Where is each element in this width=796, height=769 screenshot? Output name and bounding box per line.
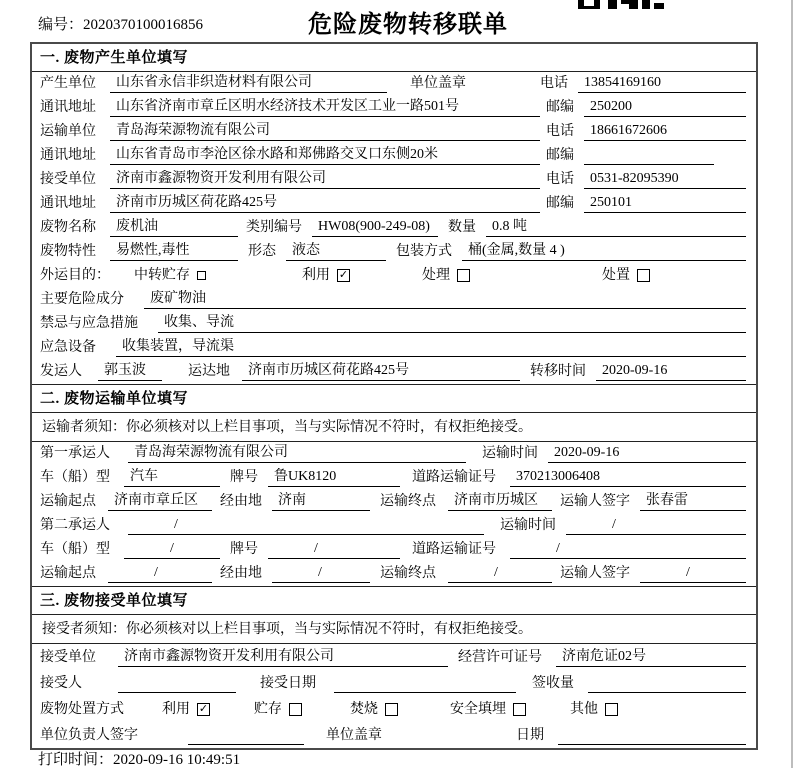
field-label: 运输单位 (40, 124, 96, 139)
field-label: 邮编 (546, 196, 574, 211)
form-row (32, 722, 756, 748)
form-row (32, 514, 756, 538)
form-row (32, 644, 756, 670)
field-label: 类别编号 (246, 220, 302, 235)
section-receiver (32, 586, 756, 748)
check-option (162, 701, 210, 719)
checkbox-unchecked-icon (197, 271, 206, 280)
field-label: 接受单位 (40, 650, 96, 665)
field-label: 运输起点 (40, 566, 96, 581)
field-label: 禁忌与应急措施 (40, 316, 138, 331)
form-row (32, 120, 756, 144)
field-label: 邮编 (546, 148, 574, 163)
form-row (32, 538, 756, 562)
check-label: 处理 (422, 268, 450, 283)
field-label: 废物处置方式 (40, 702, 124, 717)
field-value: 桶(金属,数量 4 ) (462, 242, 746, 261)
checkbox-unchecked-icon (513, 703, 526, 716)
form-row (32, 336, 756, 360)
field-value: 0531-82095390 (584, 170, 746, 189)
field-value: 济南 (272, 492, 370, 511)
field-label: 接受人 (40, 676, 82, 691)
field-value: 济南市鑫源物资开发利用有限公司 (118, 648, 448, 667)
section-header: 一. 废物产生单位填写 (32, 44, 756, 72)
field-label: 接受日期 (260, 676, 316, 691)
field-value: 济南危证02号 (556, 648, 746, 667)
check-label: 利用 (302, 268, 330, 283)
field-value (558, 743, 746, 745)
check-option (254, 701, 302, 719)
field-label: 第二承运人 (40, 518, 110, 533)
field-value: 张春雷 (640, 492, 746, 511)
field-value: 收集装置，导流渠 (116, 338, 746, 357)
field-label: 道路运输证号 (412, 470, 496, 485)
field-value: 山东省永信非织造材料有限公司 (110, 74, 387, 93)
field-value: 青岛海荣源物流有限公司 (128, 444, 466, 463)
field-label: 运输人签字 (560, 566, 630, 581)
field-label: 运输终点 (380, 566, 436, 581)
waste-transfer-form (30, 42, 758, 750)
check-option (450, 701, 526, 719)
page-title: 危险废物转移联单 (308, 12, 508, 38)
field-value: / (510, 540, 746, 559)
field-label: 产生单位 (40, 76, 96, 91)
check-option (570, 701, 618, 719)
field-value (118, 691, 236, 693)
notice-text: 接受者须知：你必须核对以上栏目事项，当与实际情况不符时，有权拒绝接受。 (32, 615, 756, 644)
field-value: / (272, 564, 370, 583)
check-label: 利用 (162, 702, 190, 717)
field-value: 济南市章丘区 (108, 492, 212, 511)
field-label: 第一承运人 (40, 446, 110, 461)
section-header: 二. 废物运输单位填写 (32, 385, 756, 413)
form-row (32, 360, 756, 384)
form-row (32, 144, 756, 168)
form-row (32, 696, 756, 722)
section-transporter (32, 384, 756, 586)
field-label: 主要危险成分 (40, 292, 124, 307)
form-row (32, 442, 756, 466)
checkbox-checked-icon: ✓ (338, 268, 349, 281)
field-label: 车（船）型 (40, 542, 110, 557)
field-label: 电话 (546, 172, 574, 187)
form-row (32, 264, 756, 288)
field-label: 经营许可证号 (458, 650, 542, 665)
checkbox-unchecked-icon (289, 703, 302, 716)
field-label: 转移时间 (530, 364, 586, 379)
field-value: 郭玉波 (98, 362, 162, 381)
field-value: 0.8 吨 (486, 218, 746, 237)
form-row (32, 216, 756, 240)
field-value: 山东省青岛市李沧区徐水路和郑佛路交叉口东侧20米 (110, 146, 540, 165)
field-label: 单位盖章 (410, 76, 466, 91)
section-header: 三. 废物接受单位填写 (32, 587, 756, 615)
field-label: 废物特性 (40, 244, 96, 259)
field-value: 废机油 (110, 218, 238, 237)
field-value: 液态 (286, 242, 386, 261)
field-value (188, 743, 304, 745)
field-value (584, 163, 714, 165)
checkbox-unchecked-icon (637, 269, 650, 282)
field-value: 250101 (584, 194, 746, 213)
field-label: 通讯地址 (40, 148, 96, 163)
field-label: 外运目的： (40, 268, 110, 283)
field-value: 鲁UK8120 (268, 468, 400, 487)
field-value: 济南市历城区荷花路425号 (110, 194, 540, 213)
check-label: 安全填埋 (450, 702, 506, 717)
check-option (422, 267, 470, 285)
field-label: 运输人签字 (560, 494, 630, 509)
form-row (32, 192, 756, 216)
field-value: / (640, 564, 746, 583)
field-label: 运达地 (188, 364, 230, 379)
field-label: 单位负责人签字 (40, 728, 138, 743)
field-label: 形态 (248, 244, 276, 259)
field-label: 运输时间 (482, 446, 538, 461)
field-value: 易燃性,毒性 (110, 242, 238, 261)
field-value: / (124, 540, 220, 559)
field-label: 邮编 (546, 100, 574, 115)
field-value (334, 691, 516, 693)
field-value: / (108, 564, 212, 583)
field-label: 通讯地址 (40, 196, 96, 211)
check-option (350, 701, 398, 719)
check-label: 处置 (602, 268, 630, 283)
check-option (302, 267, 350, 285)
field-value: / (128, 516, 484, 535)
field-label: 电话 (540, 76, 568, 91)
check-option (602, 267, 650, 285)
field-label: 经由地 (220, 494, 262, 509)
field-label: 牌号 (230, 542, 258, 557)
page-edge-divider (791, 0, 793, 768)
field-label: 牌号 (230, 470, 258, 485)
checkbox-unchecked-icon (385, 703, 398, 716)
checkbox-unchecked-icon (457, 269, 470, 282)
field-label: 废物名称 (40, 220, 96, 235)
notice-text: 运输者须知：你必须核对以上栏目事项，当与实际情况不符时，有权拒绝接受。 (32, 413, 756, 442)
form-row (32, 562, 756, 586)
field-label: 接受单位 (40, 172, 96, 187)
field-value: 山东省济南市章丘区明水经济技术开发区工业一路501号 (110, 98, 540, 117)
print-time (38, 748, 240, 769)
field-value: 250200 (584, 98, 746, 117)
field-label: 数量 (448, 220, 476, 235)
field-value: 废矿物油 (144, 290, 746, 309)
form-row (32, 96, 756, 120)
form-row (32, 670, 756, 696)
form-row (32, 312, 756, 336)
field-value: 济南市历城区 (448, 492, 552, 511)
serial-value: 2020370100016856 (83, 17, 204, 33)
field-value: 汽车 (124, 468, 220, 487)
field-label: 经由地 (220, 566, 262, 581)
form-row (32, 240, 756, 264)
serial-label: 编号： (38, 17, 84, 33)
field-value: 收集、导流 (158, 314, 746, 333)
section-generator (32, 44, 756, 384)
form-row (32, 168, 756, 192)
check-option (134, 267, 206, 285)
form-row (32, 288, 756, 312)
field-label: 电话 (546, 124, 574, 139)
print-time-value: 2020-09-16 10:49:51 (113, 752, 241, 768)
field-label: 运输时间 (500, 518, 556, 533)
form-row (32, 490, 756, 514)
field-label: 车（船）型 (40, 470, 110, 485)
check-label: 焚烧 (350, 702, 378, 717)
field-label: 签收量 (532, 676, 574, 691)
field-label: 应急设备 (40, 340, 96, 355)
field-label: 运输终点 (380, 494, 436, 509)
form-row (32, 466, 756, 490)
check-label: 其他 (570, 702, 598, 717)
field-value: 370213006408 (510, 468, 746, 487)
check-label: 贮存 (254, 702, 282, 717)
field-value: HW08(900-249-08) (312, 218, 438, 237)
field-label: 通讯地址 (40, 100, 96, 115)
field-value: 青岛海荣源物流有限公司 (110, 122, 540, 141)
field-value: / (268, 540, 400, 559)
field-label: 包装方式 (396, 244, 452, 259)
field-value (588, 691, 746, 693)
print-time-label: 打印时间： (38, 752, 114, 768)
form-serial-number (38, 13, 203, 34)
form-row (32, 72, 756, 96)
field-label: 发运人 (40, 364, 82, 379)
checkbox-unchecked-icon (605, 703, 618, 716)
field-value: / (448, 564, 552, 583)
field-value: 济南市鑫源物资开发利用有限公司 (110, 170, 540, 189)
field-label: 单位盖章 (326, 728, 382, 743)
checkbox-checked-icon: ✓ (198, 702, 209, 715)
field-label: 道路运输证号 (412, 542, 496, 557)
field-value: 2020-09-16 (548, 444, 746, 463)
field-value: 济南市历城区荷花路425号 (242, 362, 520, 381)
field-value: 2020-09-16 (596, 362, 746, 381)
qr-code-fragment-icon (578, 0, 666, 9)
field-label: 日期 (516, 728, 544, 743)
field-value: 18661672606 (584, 122, 746, 141)
field-label: 运输起点 (40, 494, 96, 509)
field-value: / (566, 516, 746, 535)
field-value: 13854169160 (578, 74, 746, 93)
check-label: 中转贮存 (134, 268, 190, 283)
